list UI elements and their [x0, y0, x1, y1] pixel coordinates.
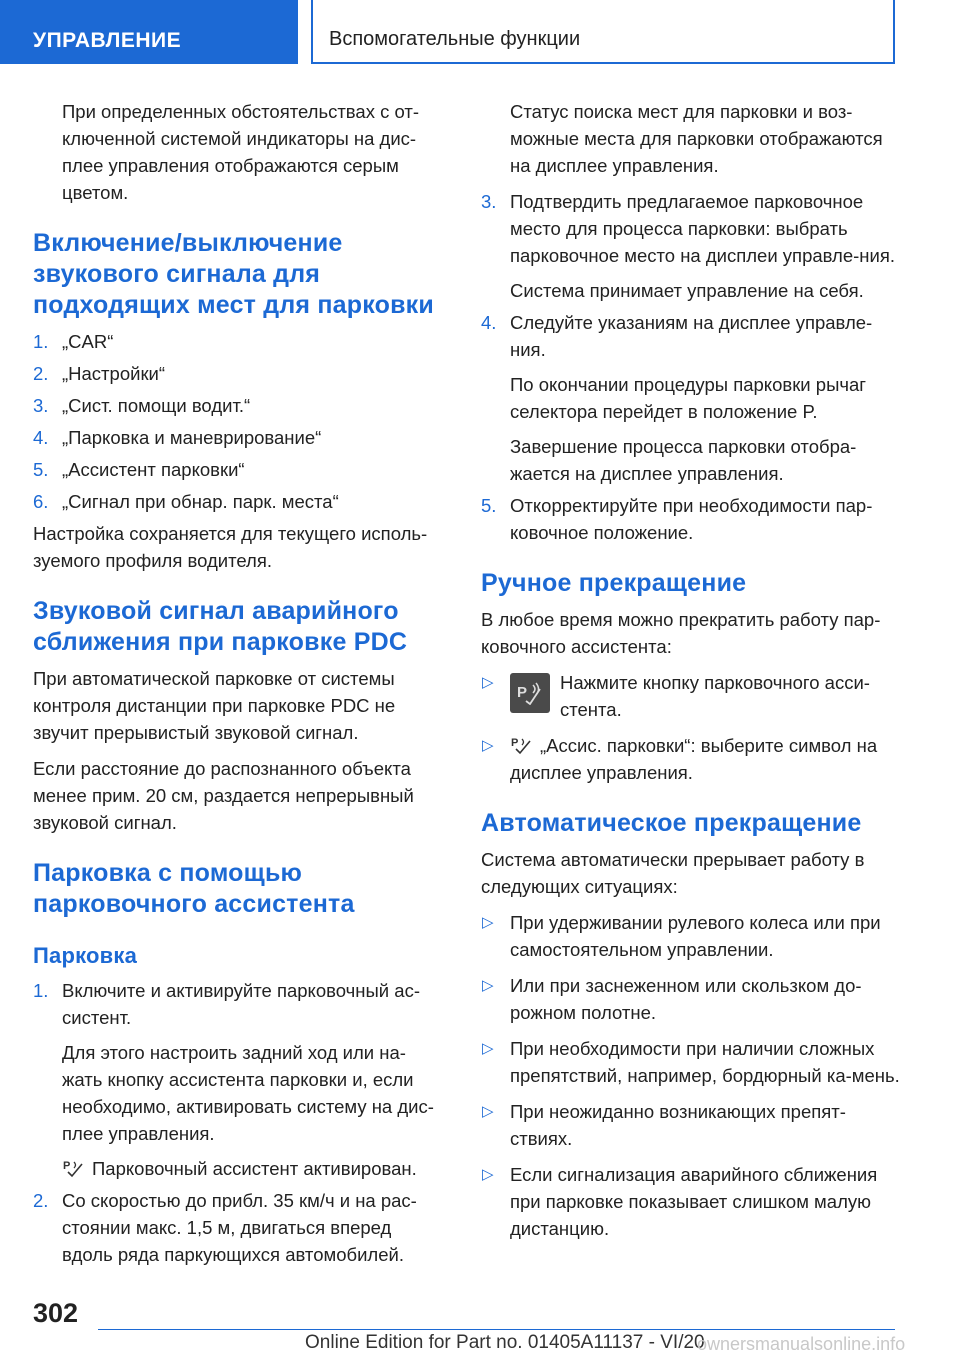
right-column [481, 98, 901, 1251]
heading-parking-assistant: Парковка с помощью парковочного ассистента [33, 859, 355, 918]
step-text: „Настройки“ [62, 363, 166, 384]
status-paragraph: Статус поиска мест для парковки и воз-можные места для парковки отображаются на дисплее управления. [510, 101, 883, 176]
bullet-text: Или при заснеженном или скользком до-рожном полотне. [510, 975, 862, 1023]
step-text: Со скоростью до прибл. 35 км/ч и на рас-стоянии макс. 1,5 м, двигаться вперед вдоль ряда паркующихся автомобилей. [62, 1190, 417, 1265]
step-text: „CAR“ [62, 331, 114, 352]
step-number: 3. [481, 191, 497, 212]
pdc-paragraph-2: Если расстояние до распознанного объекта менее прим. 20 см, раздается непрерывный звуковой сигнал. [33, 758, 414, 833]
manual-paragraph: В любое время можно прекратить работу пар-ковочного ассистента: [481, 609, 881, 657]
bullet-text: При неожиданно возникающих препят-ствиях. [510, 1101, 846, 1149]
step-text: Подтвердить предлагаемое парковочное место для процесса парковки: выбрать парковочное место на дисплеи управле-ния. [510, 191, 896, 266]
bullet-triangle-icon: ▷ [482, 1040, 494, 1057]
step-text: „Сист. помощи водит.“ [62, 395, 251, 416]
step-text: Откорректируйте при необходимости пар-ковочное положение. [510, 495, 873, 543]
auto-stop-list [481, 909, 901, 1242]
step-detail: Система принимает управление на себя. [510, 280, 864, 301]
step-text: Включите и активируйте парковочный ас-систент. [62, 980, 420, 1028]
list-item [33, 424, 443, 451]
parking-steps-list [33, 977, 443, 1268]
list-item [481, 188, 901, 304]
intro-paragraph: При определенных обстоятельствах с от-ключенной системой индикаторы на дис-плее управления отображаются серым цветом. [62, 101, 420, 203]
section-tab: УПРАВЛЕНИЕ [0, 0, 298, 64]
step-number: 4. [33, 427, 49, 448]
list-item [33, 360, 443, 387]
bullet-text: „Ассис. парковки“: выберите символ на дисплее управления. [510, 735, 878, 783]
step-number: 6. [33, 491, 49, 512]
step-number: 1. [33, 331, 49, 352]
step-text: „Сигнал при обнар. парк. места“ [62, 491, 339, 512]
icon-note-text: Парковочный ассистент активирован. [92, 1158, 417, 1179]
step-number: 3. [33, 395, 49, 416]
list-item [481, 309, 901, 487]
heading-pdc: Звуковой сигнал аварийного сближения при парковке PDC [33, 597, 408, 656]
step-number: 4. [481, 312, 497, 333]
step-text: Следуйте указаниям на дисплее управле-ния. [510, 312, 873, 360]
step-number: 5. [33, 459, 49, 480]
parking-assistant-icon [510, 735, 532, 755]
parking-steps-continued [481, 188, 901, 546]
bullet-text: Нажмите кнопку парковочного асси-стента. [560, 672, 870, 720]
setting-saved-text: Настройка сохраняется для текущего исполь-зуемого профиля водителя. [33, 523, 428, 571]
step-icon-note [62, 1155, 443, 1182]
pdc-paragraph-1: При автоматической парковке от системы контроля дистанции при парковке PDC не звучит прерывистый звуковой сигнал. [33, 668, 396, 743]
step-detail: Для этого настроить задний ход или на-жать кнопку ассистента парковки и, если необходимо, активировать систему на дис-плее управления. [62, 1042, 434, 1144]
step-number: 1. [33, 980, 49, 1001]
list-item [481, 669, 901, 723]
footer-divider [98, 1329, 895, 1330]
bullet-text: При необходимости при наличии сложных препятствий, например, бордюрный ка-мень. [510, 1038, 900, 1086]
svg-text:P: P [63, 1160, 71, 1172]
left-column [33, 98, 443, 1273]
heading-sound-signal: Включение/выключение звукового сигнала для подходящих мест для парковки [33, 229, 434, 319]
list-item [33, 456, 443, 483]
bullet-triangle-icon: ▷ [482, 914, 494, 931]
bullet-text: При удерживании рулевого колеса или при самостоятельном управлении. [510, 912, 881, 960]
list-item [481, 972, 901, 1026]
list-item [33, 977, 443, 1182]
svg-text:P: P [511, 737, 519, 749]
step-detail: По окончании процедуры парковки рычаг селектора перейдет в положение P. [510, 374, 867, 422]
chapter-title: Вспомогательные функции [311, 0, 895, 64]
parking-button-icon [510, 673, 550, 713]
bullet-text: Если сигнализация аварийного сближения при парковке показывает слишком малую дистанцию. [510, 1164, 878, 1239]
watermark: ownersmanualsonline.info [697, 1334, 906, 1354]
list-item [481, 492, 901, 546]
bullet-triangle-icon: ▷ [482, 674, 494, 691]
list-item [481, 1035, 901, 1089]
footer-edition: Online Edition for Part no. 01405A11137 - VI/20 [305, 1332, 705, 1353]
auto-paragraph: Система автоматически прерывает работу в следующих ситуациях: [481, 849, 865, 897]
bullet-triangle-icon: ▷ [482, 1166, 494, 1183]
heading-manual-stop: Ручное прекращение [481, 569, 747, 597]
list-item [481, 732, 901, 786]
step-number: 5. [481, 495, 497, 516]
subheading-parking: Парковка [33, 943, 138, 968]
list-item [33, 392, 443, 419]
bullet-triangle-icon: ▷ [482, 737, 494, 754]
bullet-triangle-icon: ▷ [482, 977, 494, 994]
step-text: „Парковка и маневрирование“ [62, 427, 322, 448]
list-item [481, 1161, 901, 1242]
list-item [33, 328, 443, 355]
bullet-triangle-icon: ▷ [482, 1103, 494, 1120]
manual-stop-list [481, 669, 901, 786]
step-number: 2. [33, 1190, 49, 1211]
page-number: 302 [33, 1298, 79, 1328]
step-detail: Завершение процесса парковки отобра-жается на дисплее управления. [510, 436, 857, 484]
list-item [33, 1187, 443, 1268]
step-number: 2. [33, 363, 49, 384]
list-item [481, 1098, 901, 1152]
heading-auto-stop: Автоматическое прекращение [481, 809, 862, 837]
svg-text:P: P [517, 684, 528, 701]
list-item [33, 488, 443, 515]
step-text: „Ассистент парковки“ [62, 459, 245, 480]
parking-assistant-icon [62, 1158, 84, 1178]
list-item [481, 909, 901, 963]
settings-steps-list [33, 328, 443, 515]
